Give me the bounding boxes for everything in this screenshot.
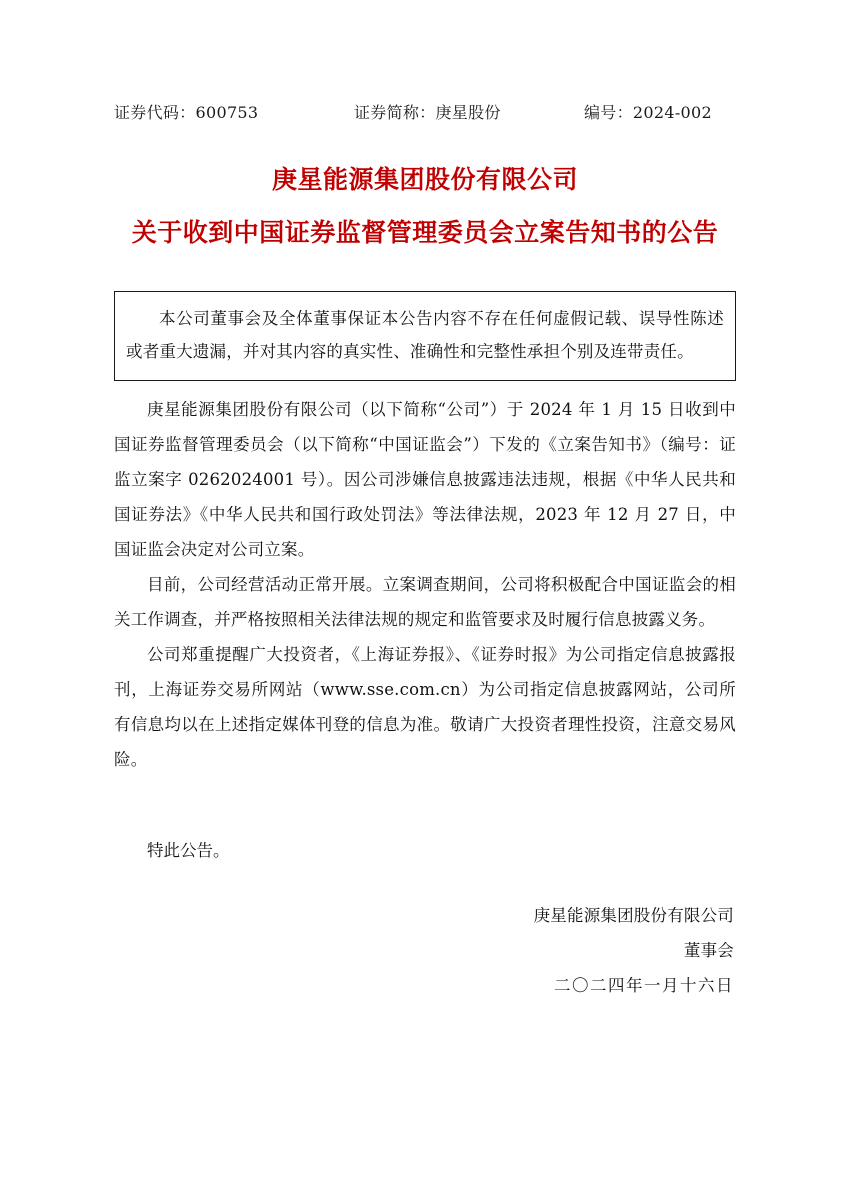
- company-name-title: 庚星能源集团股份有限公司: [271, 165, 578, 194]
- paragraph-1: 庚星能源集团股份有限公司（以下简称“公司”）于 2024 年 1 月 15 日收到中国证券监督管理委员会（以下简称“中国证监会”）下发的《立案告知书》（编号：证监立案字 0262024001 号）。因公司涉嫌信息披露违法违规，根据《中华人民共和国证券法》《中华人民共和国行政处罚法》等法律法规，2023 年 12 月 27 日，中国证监会决定对公司立案。: [114, 400, 736, 559]
- title-block: [114, 160, 736, 253]
- closing-statement: 特此公告。: [147, 841, 230, 860]
- disclaimer-box: [114, 291, 736, 381]
- signature-date: 二〇二四年一月十六日: [554, 976, 734, 995]
- signature-block: [114, 898, 736, 1003]
- paragraph-2: 目前，公司经营活动正常开展。立案调查期间，公司将积极配合中国证监会的相关工作调查，并严格按照相关法律法规的规定和监管要求及时履行信息披露义务。: [114, 575, 736, 629]
- announcement-number: 编号：2024-002: [584, 103, 712, 122]
- announcement-subject-title: 关于收到中国证券监督管理委员会立案告知书的公告: [131, 218, 719, 247]
- security-abbreviation: 证券简称：庚星股份: [354, 103, 501, 122]
- paragraph-3: 公司郑重提醒广大投资者，《上海证券报》、《证券时报》为公司指定信息披露报刊，上海证券交易所网站（www.sse.com.cn）为公司指定信息披露网站，公司所有信息均以在上述指定媒体刊登的信息为准。敬请广大投资者理性投资，注意交易风险。: [114, 645, 736, 769]
- disclaimer-text: 本公司董事会及全体董事保证本公告内容不存在任何虚假记载、误导性陈述或者重大遗漏，并对其内容的真实性、准确性和完整性承担个别及连带责任。: [126, 309, 724, 361]
- signature-company: 庚星能源集团股份有限公司: [533, 906, 734, 925]
- signature-board: 董事会: [683, 941, 734, 960]
- security-code: 证券代码：600753: [114, 103, 259, 122]
- body-text: [114, 392, 736, 777]
- header-meta-row: [114, 100, 736, 123]
